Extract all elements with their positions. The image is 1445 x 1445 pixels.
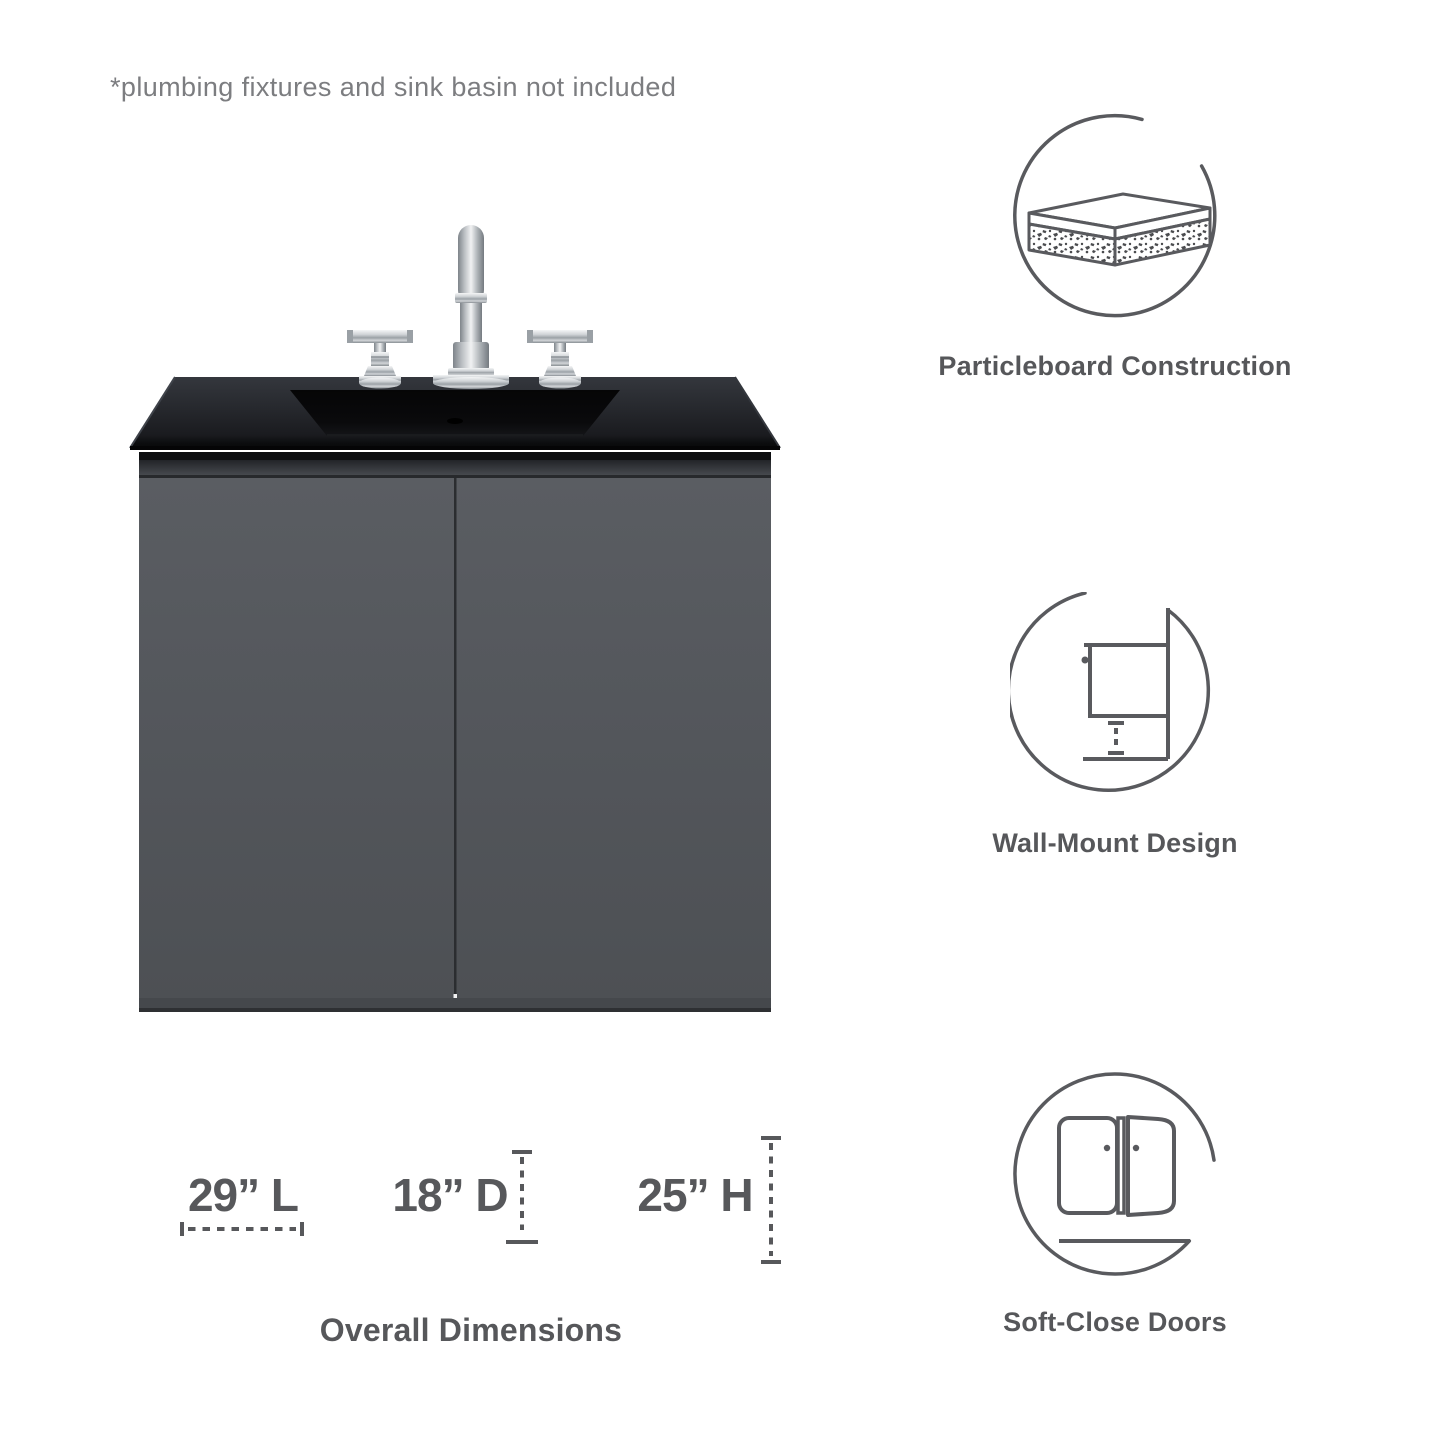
disclaimer-note: *plumbing fixtures and sink basin not included bbox=[110, 72, 677, 102]
door-gap bbox=[454, 478, 457, 1004]
vanity-illustration bbox=[90, 190, 850, 1030]
wall-mount-icon bbox=[1010, 592, 1220, 802]
depth-ruler bbox=[504, 1150, 540, 1248]
cabinet-top-rail bbox=[139, 460, 771, 475]
depth-dimension: 18” D bbox=[392, 1169, 508, 1221]
feature-label: Wall-Mount Design bbox=[992, 828, 1238, 858]
feature-soft-close bbox=[905, 1069, 1325, 1338]
cabinet-top-shadow bbox=[139, 452, 771, 460]
height-dimension: 25” H bbox=[637, 1169, 753, 1221]
height-ruler bbox=[753, 1136, 789, 1266]
sink-basin bbox=[290, 390, 620, 436]
cabinet-bottom-edge bbox=[139, 1008, 771, 1012]
length-dimension: 29” L bbox=[187, 1169, 299, 1221]
vanity-cabinet bbox=[139, 452, 771, 1012]
feature-label: Particleboard Construction bbox=[938, 351, 1292, 381]
faucet bbox=[347, 225, 593, 389]
countertop-front-edge bbox=[130, 446, 780, 450]
length-ruler bbox=[180, 1219, 304, 1239]
feature-wall-mount bbox=[905, 592, 1325, 859]
feature-label: Soft-Close Doors bbox=[1003, 1307, 1227, 1337]
faucet-spout bbox=[433, 225, 509, 389]
soft-close-icon bbox=[1010, 1069, 1220, 1279]
drain bbox=[447, 418, 463, 424]
particleboard-icon bbox=[1010, 111, 1220, 321]
feature-particleboard bbox=[905, 111, 1325, 382]
dimensions-caption: Overall Dimensions bbox=[319, 1312, 623, 1348]
cabinet-groove bbox=[139, 475, 771, 478]
